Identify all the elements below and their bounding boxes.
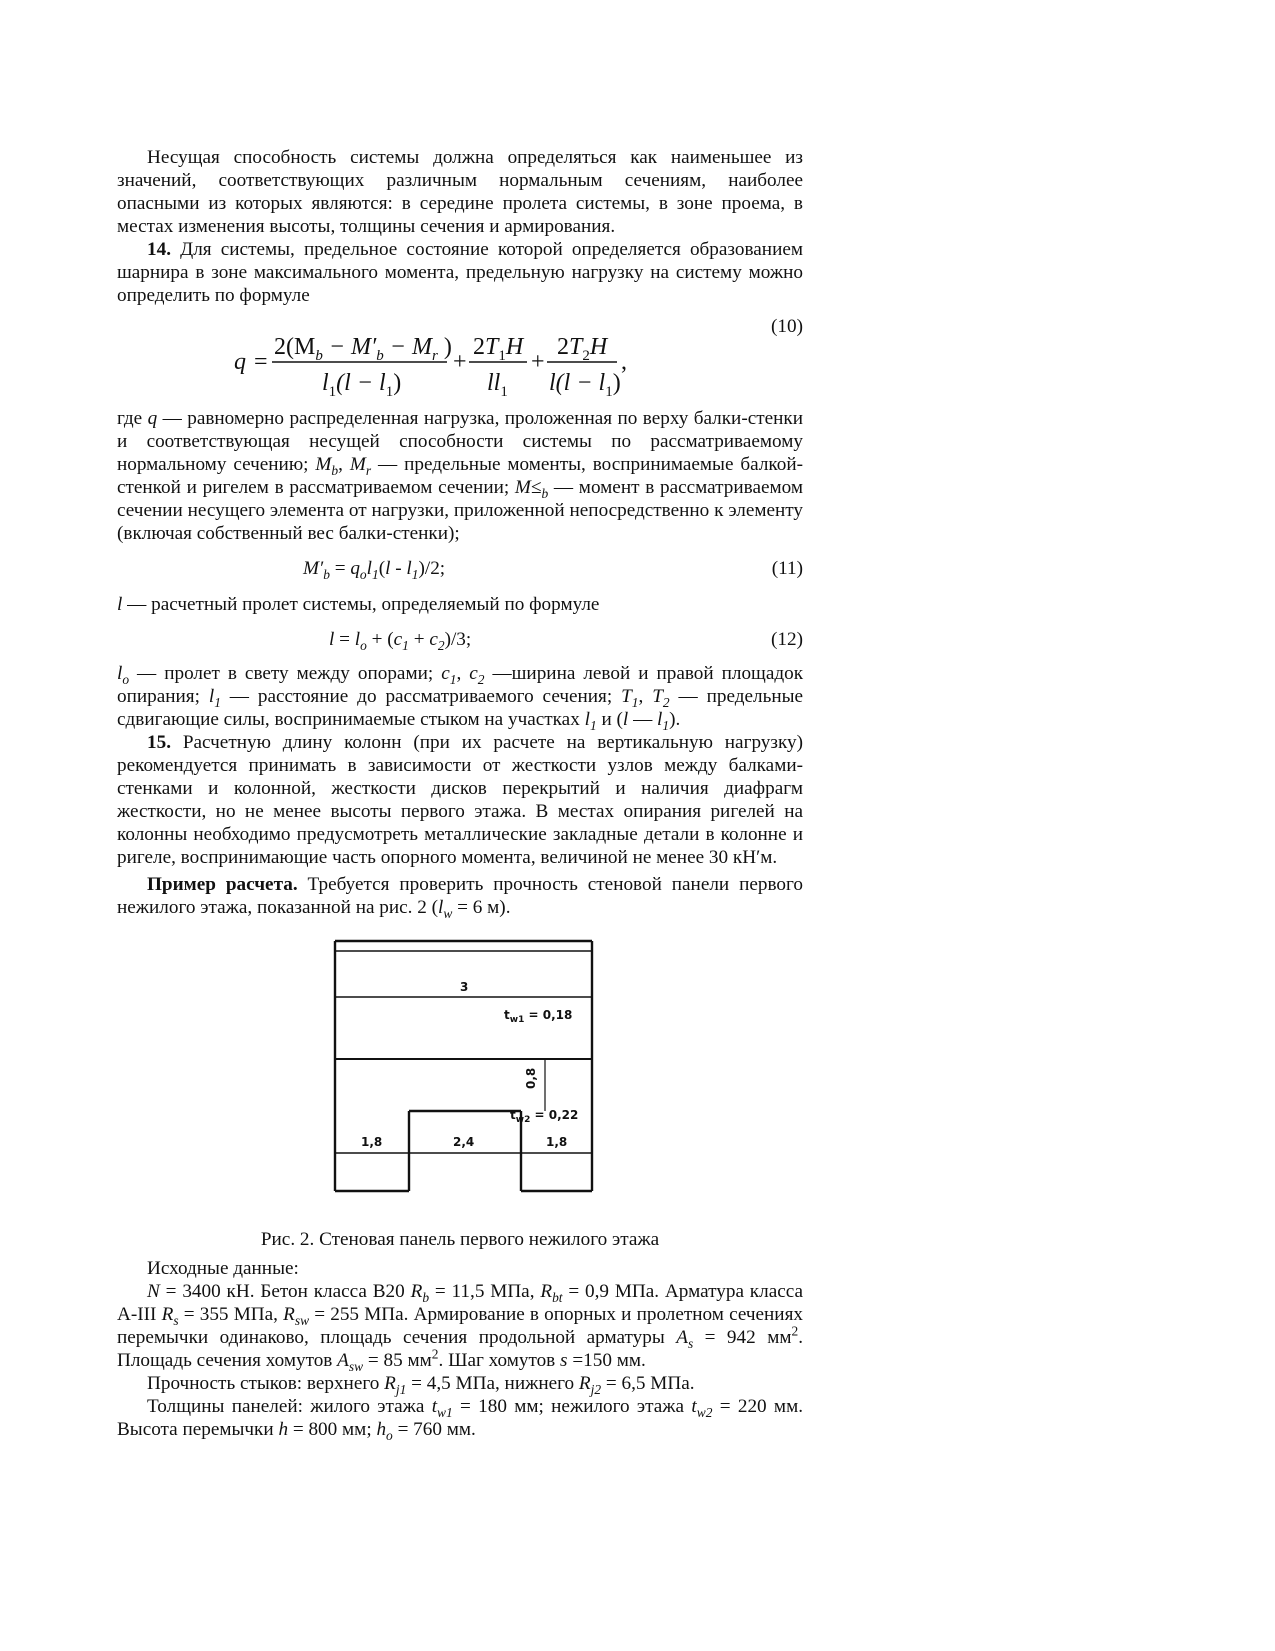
paragraph-span: l — расчетный пролет системы, определяемый по формуле bbox=[117, 594, 600, 615]
dim-right-pier: 1,8 bbox=[546, 1135, 568, 1149]
figure-wall-panel bbox=[117, 939, 803, 1224]
dim-opening: 2,4 bbox=[453, 1135, 475, 1149]
formula-number: (10) bbox=[771, 316, 803, 337]
paragraph-14: 14. Для системы, предельное состояние которой определяется образованием шарнира в зоне максимального момента, предельную нагрузку на систему можно определить по формуле bbox=[117, 239, 803, 306]
label-tw1: $t_{w1} = 0,18$ bbox=[504, 1008, 573, 1025]
paragraph-input-data: Исходные данные: bbox=[147, 1258, 299, 1279]
figure-caption: Рис. 2. Стеновая панель первого нежилого этажа bbox=[260, 1229, 660, 1250]
fraction-2-denominator: $ll_1$ bbox=[487, 370, 508, 400]
formula-11-body: $M'_b = q_ol_1(l - l_1)/2$; bbox=[303, 558, 446, 582]
fraction-1-numerator: $2(M_b - M'_b - M_r$ ) bbox=[274, 334, 452, 364]
formula-12 bbox=[117, 628, 803, 662]
formula-12-body: $l = l_o + (c_1 + c_2)/3$; bbox=[329, 629, 472, 653]
formula-11 bbox=[117, 557, 803, 591]
fraction-1-denominator: $l_1(l - l_1)$ bbox=[322, 370, 402, 400]
plus-1: + bbox=[453, 349, 467, 375]
document-page bbox=[117, 146, 803, 1441]
dim-08: 0,8 bbox=[524, 1067, 538, 1089]
fraction-3-denominator: $l(l - l_1)$ bbox=[549, 370, 621, 400]
clause-number: 15. bbox=[147, 732, 171, 753]
label-tw2: $t_{w2} = 0,22$ bbox=[510, 1108, 579, 1125]
paragraph-materials: N = 3400 кН. Бетон класса В20 $R_b = 11,5$ МПа, $R_{bt} = 0,9$ МПа. Арматура класса А-III $R_s = 355$ МПа, $R_{sw} = 255$ МПа. Армирование в опорных и пролетном сечениях перемычки одинаково, площадь сечения продольной арматуры $A_s = 942$ $мм^2$. Площадь сечения хомутов $A_{sw} = 85$ $мм^2$. Шаг хомутов s =150 мм. bbox=[117, 1281, 803, 1374]
paragraph-15: 15. Расчетную длину колонн (при их расчете на вертикальную нагрузку) рекомендуется принимать в зависимости от жесткости узлов между балками-стенками и колонной, жесткости дисков перекрытий и наличия диафрагм жесткости, но не менее высоты первого этажа. В местах опирания ригелей на колонны необходимо предусмотреть металлические закладные детали в колонне и ригеле, воспринимающие часть опорного момента, величиной не менее 30 кН′м. bbox=[117, 732, 803, 868]
paragraph-notation: $l_o$ — пролет в свету между опорами; $c_1$, $c_2$ —ширина левой и правой площадок опирания; $l_1$ — расстояние до рассматриваемого сечения; $T_1$, $T_2$ — предельные сдвигающие силы, воспринимаемые стыком на участках $l_1$ и (l — $l_1$). bbox=[117, 663, 804, 733]
formula-10-graphic bbox=[117, 307, 803, 407]
wall-panel-drawing bbox=[117, 939, 803, 1224]
formula-number: (12) bbox=[771, 629, 803, 650]
formula-eq: = bbox=[254, 349, 268, 375]
fraction-3-numerator: $2T_2H$ bbox=[557, 334, 608, 364]
fraction-2-numerator: $2T_1H$ bbox=[473, 334, 524, 364]
dim-left-pier: 1,8 bbox=[361, 1135, 383, 1149]
formula-number: (11) bbox=[771, 558, 803, 579]
plus-2: + bbox=[531, 349, 545, 375]
formula-10 bbox=[117, 307, 803, 407]
paragraph-example: Пример расчета. Требуется проверить прочность стеновой панели первого нежилого этажа, показанной на рис. 2 ($l_w = 6$ м). bbox=[117, 874, 803, 921]
paragraph-joints: Прочность стыков: верхнего $R_{j1} = 4,5$ МПа, нижнего $R_{j2} = 6,5$ МПа. bbox=[147, 1373, 695, 1397]
paragraph-thickness: Толщины панелей: жилого этажа $t_{w1} = 180$ мм; нежилого этажа $t_{w2} = 220$ мм. Высота перемычки h = 800 мм; $h_o = 760$ мм. bbox=[117, 1396, 804, 1443]
formula-lhs: q bbox=[234, 349, 246, 375]
paragraph-1: Несущая способность системы должна определяться как наименьшее из значений, соответствующих различным нормальным сечениям, наиболее опасными из которых являются: в середине пролета системы, в зоне проема, в местах изменения высоты, толщины сечения и армирования. bbox=[117, 147, 803, 237]
formula-comma: , bbox=[621, 349, 627, 375]
dim-height-top: 3 bbox=[460, 980, 469, 994]
paragraph-definitions: где q — равномерно распределенная нагрузка, проложенная по верху балки-стенки и соответствующая несущей способности системы по рассматриваемому нормальному сечению; $M_b$, $M_r$ — предельные моменты, воспринимаемые балкой-стенкой и ригелем в рассматриваемом сечении; $M\le_b$ — момент в рассматриваемом сечении несущего элемента от нагрузки, приложенной непосредственно к элементу (включая собственный вес балки-стенки); bbox=[117, 408, 804, 544]
clause-number: 14. bbox=[147, 239, 171, 260]
